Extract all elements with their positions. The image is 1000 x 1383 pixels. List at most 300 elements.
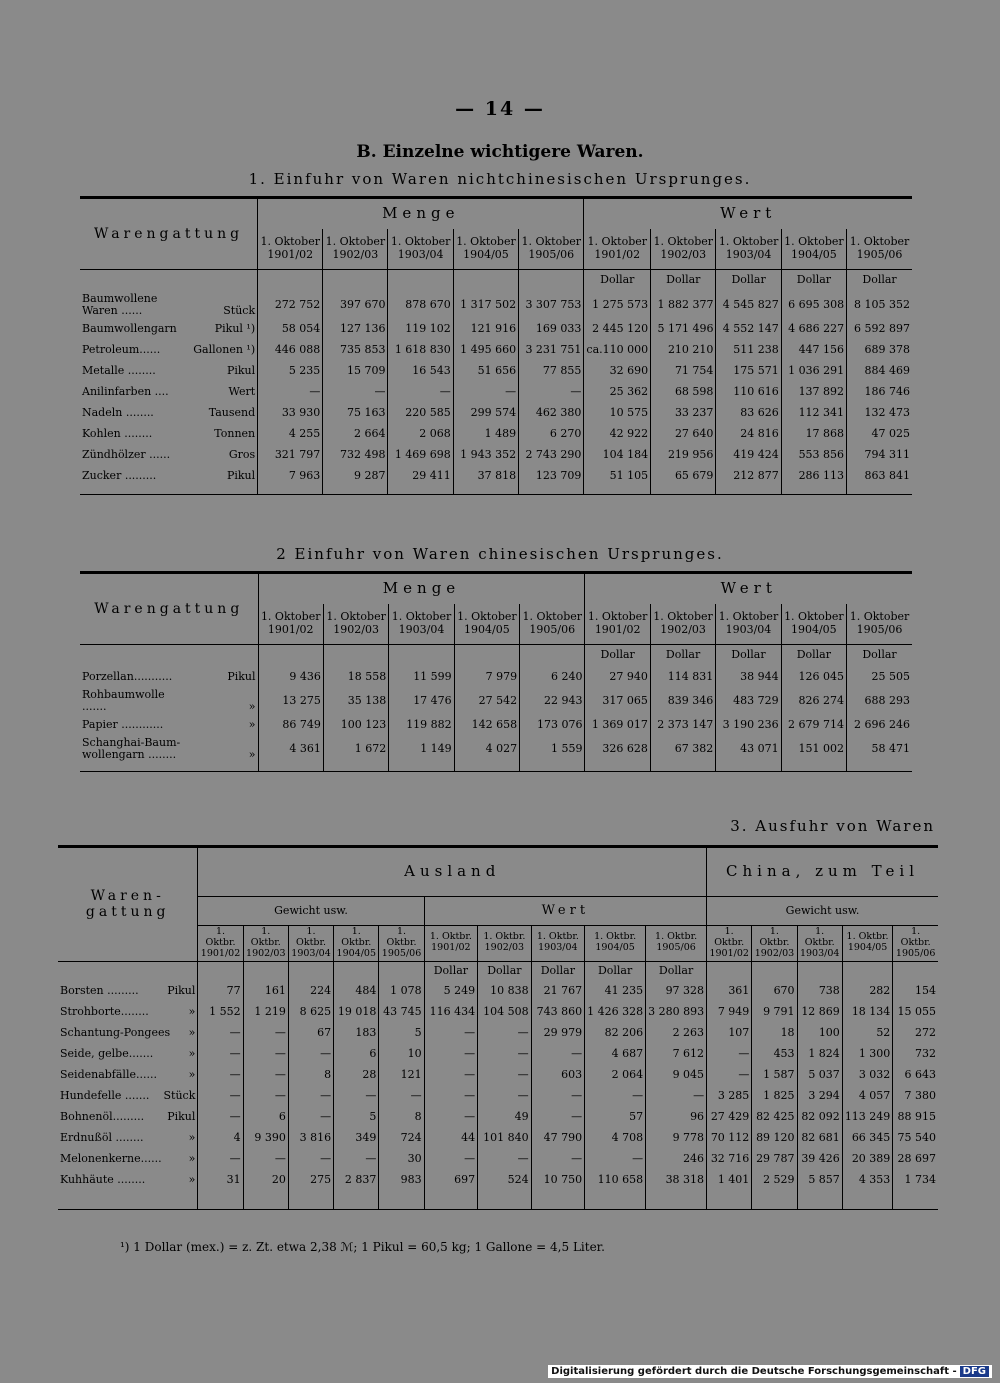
table2-year-value: 1901/02 <box>267 623 314 636</box>
table2-menge-cell: 6 240 <box>520 667 585 688</box>
table3-wert-cell: 9 045 <box>646 1065 707 1086</box>
table1-menge-cell: 1 489 <box>453 424 518 445</box>
table3-wert-cell: — <box>424 1065 477 1086</box>
table3-year-value: 1901/02 <box>200 947 241 959</box>
table1-wert-cell: 132 473 <box>847 403 912 424</box>
table3-row <box>58 1065 938 1086</box>
table3-year-value: 1901/02 <box>709 947 749 959</box>
table2-year-value: 1901/02 <box>594 623 641 636</box>
table3-year-2-1 <box>752 926 797 962</box>
table2-year-label: 1. Oktober <box>522 610 583 624</box>
table3-wert-cell: — <box>585 1086 646 1107</box>
table3-end-cell <box>379 1191 424 1209</box>
table2-end-cell <box>781 763 846 771</box>
table1-wert-cell: 175 571 <box>716 361 781 382</box>
table3-wert-cell: 743 860 <box>531 1002 584 1023</box>
table3-gewicht-cell: — <box>198 1149 243 1170</box>
table3-gewicht-cell: 8 625 <box>288 1002 333 1023</box>
table1-year-value: 1901/02 <box>594 248 641 261</box>
footer-text: Digitalisierung gefördert durch die Deutsche Forschungsgemeinschaft - <box>551 1366 957 1377</box>
table2-year-1-4 <box>847 604 912 645</box>
table1-menge-cell: 4 255 <box>258 424 323 445</box>
table1-row-label <box>80 445 258 466</box>
table3-unit-blank <box>842 961 893 981</box>
table1 <box>80 196 912 495</box>
table1-item-name: Zündhölzer ...... <box>82 447 171 461</box>
table3-gewicht-cell: — <box>288 1044 333 1065</box>
table1-item-unit: Pikul ¹) <box>214 321 256 335</box>
table2-menge-cell: 4 027 <box>454 736 519 763</box>
table1-item-unit: Pikul <box>226 363 256 377</box>
table2-year-label: 1. Oktober <box>849 610 910 624</box>
table3-end-cell <box>893 1191 938 1209</box>
table1-year-value: 1905/06 <box>528 248 575 261</box>
table1-item-unit: Stück <box>223 304 256 318</box>
table3-sub-gewicht-china: Gewicht usw. <box>707 897 938 926</box>
table1-menge-cell: 33 930 <box>258 403 323 424</box>
table1-end-cell <box>847 487 912 495</box>
table2-year-value: 1904/05 <box>790 623 837 636</box>
table2-menge-cell: 35 138 <box>323 688 388 715</box>
table1-end-cell <box>651 487 716 495</box>
table3-year-2-4 <box>893 926 938 962</box>
table3-china-cell: — <box>707 1065 752 1086</box>
table1-item-unit: Gallonen ¹) <box>193 342 256 356</box>
table3-row <box>58 1170 938 1191</box>
table1-menge-cell: 119 102 <box>388 319 453 340</box>
table2-end-cell <box>847 763 912 771</box>
table1-year-label: 1. Oktober <box>653 235 714 249</box>
table2-item-name: Schanghai-Baum- wollengarn ........ <box>82 735 181 762</box>
table3-gewicht-cell: 8 <box>379 1107 424 1128</box>
table3-unit-blank <box>797 961 842 981</box>
table3-china-cell: 39 426 <box>797 1149 842 1170</box>
table3-china-cell: 7 949 <box>707 1002 752 1023</box>
table3-year-0-0 <box>198 926 243 962</box>
table2-item-name: Rohbaumwolle ....... <box>82 687 165 714</box>
table3-year-2-0 <box>707 926 752 962</box>
table1-wert-cell: 112 341 <box>781 403 846 424</box>
table3-china-cell: 28 697 <box>893 1149 938 1170</box>
table2-end-cell <box>650 763 715 771</box>
table2-unit-dollar: Dollar <box>585 645 650 667</box>
table2-menge-cell: 173 076 <box>520 715 585 736</box>
table3-gewicht-cell: — <box>288 1086 333 1107</box>
table3-unit-blank <box>288 961 333 981</box>
table3-china-cell: 1 734 <box>893 1170 938 1191</box>
table3-china-cell: 113 249 <box>842 1107 893 1128</box>
table3-item-unit: » <box>188 1068 196 1082</box>
table2-year-label: 1. Oktober <box>457 610 517 624</box>
table1-menge-cell: 735 853 <box>323 340 388 361</box>
table3-row <box>58 1128 938 1149</box>
table1-wert-cell: 5 171 496 <box>651 319 716 340</box>
table1-menge-cell: 1 943 352 <box>453 445 518 466</box>
table3-china-cell: 66 345 <box>842 1128 893 1149</box>
table2-year-value: 1905/06 <box>856 623 903 636</box>
table3-gewicht-cell: 20 <box>243 1170 288 1191</box>
table3-wert-cell: 21 767 <box>531 981 584 1002</box>
table1-year-value: 1903/04 <box>725 248 772 261</box>
table3-gewicht-cell: — <box>334 1086 379 1107</box>
table3-gewicht-cell: 1 552 <box>198 1002 243 1023</box>
table1-year-0-4 <box>519 229 584 270</box>
table2-year-0-2 <box>389 604 454 645</box>
table1-year-label: 1. Oktober <box>718 235 779 249</box>
table3-china-cell: 5 857 <box>797 1170 842 1191</box>
table2-year-0-1 <box>323 604 388 645</box>
table1-year-label: 1. Oktober <box>849 235 910 249</box>
table1-unit-dollar: Dollar <box>781 270 846 292</box>
table3-year-label: 1. Oktbr. <box>429 931 472 943</box>
table2-year-label: 1. Oktober <box>718 610 779 624</box>
table2-row <box>80 715 912 736</box>
table1-year-value: 1903/04 <box>397 248 444 261</box>
table3-year-0-1 <box>243 926 288 962</box>
table3-wert-cell: 49 <box>478 1107 531 1128</box>
table3-row-label <box>58 1107 198 1128</box>
table3-wert-cell: — <box>424 1086 477 1107</box>
table1-wert-cell: 83 626 <box>716 403 781 424</box>
table1-wert-cell: 6 695 308 <box>781 292 846 319</box>
table2-menge-cell: 18 558 <box>323 667 388 688</box>
table3-item-name: Bohnenöl......... <box>60 1110 145 1124</box>
table3-year-label: 1. Oktbr. <box>846 931 889 943</box>
table3-china-cell: 20 389 <box>842 1149 893 1170</box>
table1-menge-cell: 77 855 <box>519 361 584 382</box>
table3-china-cell: 3 032 <box>842 1065 893 1086</box>
table3-unit-blank <box>707 961 752 981</box>
table2-unit-blank <box>323 645 388 667</box>
table2-menge-cell: 119 882 <box>389 715 454 736</box>
table3-end-cell <box>646 1191 707 1209</box>
table1-group-menge: Menge <box>258 198 584 230</box>
table1-menge-cell: 37 818 <box>453 466 518 487</box>
table1-year-0-1 <box>323 229 388 270</box>
table2-item-unit: » <box>248 748 256 762</box>
table3-china-cell: 12 869 <box>797 1002 842 1023</box>
table3-year-value: 1905/06 <box>656 942 696 954</box>
table3-unit-blank <box>379 961 424 981</box>
table1-item-name: Petroleum...... <box>82 342 161 356</box>
table3-year-label: 1. Oktbr. <box>714 926 745 948</box>
table3-china-cell: 18 <box>752 1023 797 1044</box>
table1-unit-blank <box>258 270 323 292</box>
table3-year-label: 1. Oktbr. <box>341 926 372 948</box>
table3-gewicht-cell: 183 <box>334 1023 379 1044</box>
table1-wert-cell: 71 754 <box>651 361 716 382</box>
table2-end-cell <box>258 763 323 771</box>
table3-wert-cell: — <box>531 1086 584 1107</box>
table1-menge-cell: 121 916 <box>453 319 518 340</box>
table1-wert-cell: 210 210 <box>651 340 716 361</box>
footnote: ¹) 1 Dollar (mex.) = z. Zt. etwa 2,38 ℳ; 1 Pikul = 60,5 kg; 1 Gallone = 4,5 Liter. <box>120 1240 605 1254</box>
table3-year-value: 1902/03 <box>484 942 525 954</box>
table2-wert-cell: 3 190 236 <box>716 715 781 736</box>
table3-year-value: 1905/06 <box>895 947 936 959</box>
table2-year-1-0 <box>585 604 650 645</box>
table1-wert-cell: 104 184 <box>584 445 651 466</box>
table1-year-value: 1901/02 <box>267 248 314 261</box>
table3-row-label <box>58 1149 198 1170</box>
table3-china-cell: 154 <box>893 981 938 1002</box>
table3-gewicht-cell: — <box>379 1086 424 1107</box>
table2-end-row <box>80 763 912 771</box>
table1-menge-cell: 9 287 <box>323 466 388 487</box>
table2-wert-cell: 27 940 <box>585 667 650 688</box>
table1-year-label: 1. Oktober <box>325 235 386 249</box>
table3-china-cell: 5 037 <box>797 1065 842 1086</box>
table2-end-cell <box>323 763 388 771</box>
table3-china-cell: 82 425 <box>752 1107 797 1128</box>
table3-year-label: 1. Oktbr. <box>483 931 526 943</box>
table1-unit-spacer <box>80 270 258 292</box>
table3-unit-blank <box>752 961 797 981</box>
table2-menge-cell: 1 672 <box>323 736 388 763</box>
table2-wert-cell: 67 382 <box>650 736 715 763</box>
table2-group-menge: Menge <box>258 573 585 605</box>
table3-gewicht-cell: 3 816 <box>288 1128 333 1149</box>
table3-end-cell <box>531 1191 584 1209</box>
table3-china-cell: 272 <box>893 1023 938 1044</box>
table3-china-cell: 18 134 <box>842 1002 893 1023</box>
table1-year-value: 1905/06 <box>856 248 903 261</box>
table3-sub-wert: Wert <box>424 897 706 926</box>
table1-menge-cell: 15 709 <box>323 361 388 382</box>
table3-china-cell: 7 380 <box>893 1086 938 1107</box>
table3-end-cell <box>707 1191 752 1209</box>
table1-wert-cell: 8 105 352 <box>847 292 912 319</box>
table1-menge-cell: 321 797 <box>258 445 323 466</box>
table3-wert-cell: 44 <box>424 1128 477 1149</box>
table1-menge-cell: 2 664 <box>323 424 388 445</box>
table3-wert-cell: 9 778 <box>646 1128 707 1149</box>
table3-item-name: Seide, gelbe....... <box>60 1047 154 1061</box>
table2-menge-cell: 27 542 <box>454 688 519 715</box>
table3-year-label: 1. Oktbr. <box>759 926 790 948</box>
table2-menge-cell: 86 749 <box>258 715 323 736</box>
table1-year-label: 1. Oktober <box>784 235 844 249</box>
table3-unit-blank <box>893 961 938 981</box>
table2-year-0-3 <box>454 604 519 645</box>
table3-gewicht-cell: — <box>288 1107 333 1128</box>
table1-row-label <box>80 292 258 319</box>
table1-menge-cell: 5 235 <box>258 361 323 382</box>
table1-wert-cell: ca.110 000 <box>584 340 651 361</box>
table3-row-label <box>58 1044 198 1065</box>
table1-row <box>80 403 912 424</box>
table1-menge-cell: — <box>258 382 323 403</box>
table1-wert-cell: 42 922 <box>584 424 651 445</box>
table3-item-unit: » <box>188 1005 196 1019</box>
table1-year-value: 1904/05 <box>463 248 509 261</box>
table3-year-value: 1903/04 <box>538 942 578 954</box>
table1-wert-cell: 286 113 <box>781 466 846 487</box>
table1-wert-cell: 1 275 573 <box>584 292 651 319</box>
table3-item-name: Borsten ......... <box>60 984 139 998</box>
table1-unit-dollar: Dollar <box>584 270 651 292</box>
table3-wert-cell: — <box>478 1065 531 1086</box>
table3-year-label: 1. Oktbr. <box>536 931 579 943</box>
table3-end-row <box>58 1191 938 1209</box>
table1-wert-cell: 419 424 <box>716 445 781 466</box>
table1-item-name: Kohlen ........ <box>82 426 153 440</box>
table3-unit-dollar: Dollar <box>478 961 531 981</box>
table1-wert-cell: 4 552 147 <box>716 319 781 340</box>
table1-year-1-1 <box>651 229 716 270</box>
table3-end-cell <box>243 1191 288 1209</box>
table1-menge-cell: 16 543 <box>388 361 453 382</box>
table3-year-value: 1903/04 <box>291 947 331 959</box>
table2-year-value: 1902/03 <box>660 623 706 636</box>
table3-gewicht-cell: — <box>198 1023 243 1044</box>
table3-wert-cell: — <box>424 1107 477 1128</box>
table2 <box>80 571 912 772</box>
table1-menge-cell: 58 054 <box>258 319 323 340</box>
table3-gewicht-cell: — <box>243 1065 288 1086</box>
table3-gewicht-cell: 983 <box>379 1170 424 1191</box>
table1-row-label <box>80 424 258 445</box>
table3-year-0-4 <box>379 926 424 962</box>
table3-wert-cell: 2 064 <box>585 1065 646 1086</box>
table1-end-cell <box>716 487 781 495</box>
table3-row <box>58 1002 938 1023</box>
table3-gewicht-cell: — <box>243 1086 288 1107</box>
table1-menge-cell: 7 963 <box>258 466 323 487</box>
table1-wert-cell: 219 956 <box>651 445 716 466</box>
table3-year-1-3 <box>585 926 646 962</box>
table2-item-unit: » <box>248 700 256 714</box>
table3-gewicht-cell: 1 219 <box>243 1002 288 1023</box>
table3-unit-dollar: Dollar <box>424 961 477 981</box>
table3-row-label <box>58 1002 198 1023</box>
table1-unit-dollar: Dollar <box>716 270 781 292</box>
table3-gewicht-cell: 67 <box>288 1023 333 1044</box>
table2-menge-cell: 9 436 <box>258 667 323 688</box>
table2-year-label: 1. Oktober <box>326 610 386 624</box>
table2-year-label: 1. Oktober <box>784 610 844 624</box>
table3-end-cell <box>752 1191 797 1209</box>
table1-wert-cell: 10 575 <box>584 403 651 424</box>
table1-wert-cell: 47 025 <box>847 424 912 445</box>
table2-end-cell <box>585 763 650 771</box>
table3-wert-cell: 41 235 <box>585 981 646 1002</box>
table1-wert-cell: 25 362 <box>584 382 651 403</box>
table2-year-value: 1903/04 <box>398 623 445 636</box>
table3-row <box>58 1044 938 1065</box>
table3-year-0-2 <box>288 926 333 962</box>
table3-wert-cell: — <box>424 1044 477 1065</box>
table1-wert-cell: 1 036 291 <box>781 361 846 382</box>
table2-wert-cell: 126 045 <box>781 667 846 688</box>
table3-row-label <box>58 1086 198 1107</box>
table2-menge-cell: 17 476 <box>389 688 454 715</box>
table3-china-cell: 453 <box>752 1044 797 1065</box>
table1-item-name: Zucker ......... <box>82 468 157 482</box>
table3-wert-cell: — <box>478 1044 531 1065</box>
table1-end-cell <box>584 487 651 495</box>
table3-row-label <box>58 1023 198 1044</box>
table2-unit-blank <box>389 645 454 667</box>
table3-china-cell: 1 587 <box>752 1065 797 1086</box>
table2-year-0-0 <box>258 604 323 645</box>
table1-menge-cell: 123 709 <box>519 466 584 487</box>
table3-year-value: 1904/05 <box>336 947 376 959</box>
table1-menge-cell: 29 411 <box>388 466 453 487</box>
table3-item-name: Strohborte........ <box>60 1005 149 1019</box>
table3-gewicht-cell: — <box>198 1107 243 1128</box>
table1-group-wert: Wert <box>584 198 912 230</box>
table3-year-1-2 <box>531 926 584 962</box>
table1-menge-cell: 1 618 830 <box>388 340 453 361</box>
table2-end-cell <box>520 763 585 771</box>
table2-row-label <box>80 736 258 763</box>
table1-item-unit: Wert <box>228 384 256 398</box>
table1-item-unit: Pikul <box>226 468 256 482</box>
table3-gewicht-cell: — <box>198 1065 243 1086</box>
table3-item-unit: » <box>188 1026 196 1040</box>
table3-gewicht-cell: 1 078 <box>379 981 424 1002</box>
table1-year-1-4 <box>847 229 912 270</box>
table2-wert-cell: 483 729 <box>716 688 781 715</box>
table3-gewicht-cell: — <box>198 1044 243 1065</box>
table2-wert-cell: 114 831 <box>650 667 715 688</box>
table1-wert-cell: 863 841 <box>847 466 912 487</box>
table3-year-label: 1. Oktbr. <box>205 926 236 948</box>
table2-unit-dollar: Dollar <box>650 645 715 667</box>
table3-item-unit: Pikul <box>167 1110 196 1124</box>
table3-wert-cell: 116 434 <box>424 1002 477 1023</box>
table3-year-label: 1. Oktbr. <box>386 926 417 948</box>
table3-china-cell: 1 824 <box>797 1044 842 1065</box>
table1-row-label <box>80 319 258 340</box>
table3-wert-cell: 3 280 893 <box>646 1002 707 1023</box>
table3-gewicht-cell: 31 <box>198 1170 243 1191</box>
table1-menge-cell: 1 495 660 <box>453 340 518 361</box>
table3-end-cell <box>58 1191 198 1209</box>
table2-menge-cell: 1 149 <box>389 736 454 763</box>
table1-menge-cell: 1 317 502 <box>453 292 518 319</box>
table3-wert-cell: 1 426 328 <box>585 1002 646 1023</box>
table3-gewicht-cell: 2 837 <box>334 1170 379 1191</box>
table1-item-name: Baumwollene Waren ...... <box>82 291 158 318</box>
table1-unit-blank <box>453 270 518 292</box>
table2-wert-cell: 58 471 <box>847 736 912 763</box>
table3-item-unit: » <box>188 1131 196 1145</box>
table3-gewicht-cell: 161 <box>243 981 288 1002</box>
table3-row <box>58 1086 938 1107</box>
table1-wert-cell: 17 868 <box>781 424 846 445</box>
table1-row-label <box>80 382 258 403</box>
table3-title: 3. Ausfuhr von Waren <box>730 817 935 835</box>
table2-row-label <box>80 667 258 688</box>
table1-year-value: 1902/03 <box>660 248 707 261</box>
table2-wert-cell: 839 346 <box>650 688 715 715</box>
table3-row <box>58 981 938 1002</box>
table2-menge-cell: 7 979 <box>454 667 519 688</box>
table1-col-header: Warengattung <box>80 198 258 270</box>
table3-item-unit: Pikul <box>167 984 196 998</box>
table3-wert-cell: 29 979 <box>531 1023 584 1044</box>
table3-wert-cell: 603 <box>531 1065 584 1086</box>
table3-gewicht-cell: 224 <box>288 981 333 1002</box>
table3-item-unit: » <box>188 1173 196 1187</box>
table3-year-1-1 <box>478 926 531 962</box>
table3-item-name: Hundefelle ....... <box>60 1089 150 1103</box>
table3-gewicht-cell: — <box>243 1023 288 1044</box>
table3-end-cell <box>288 1191 333 1209</box>
table1-row <box>80 424 912 445</box>
